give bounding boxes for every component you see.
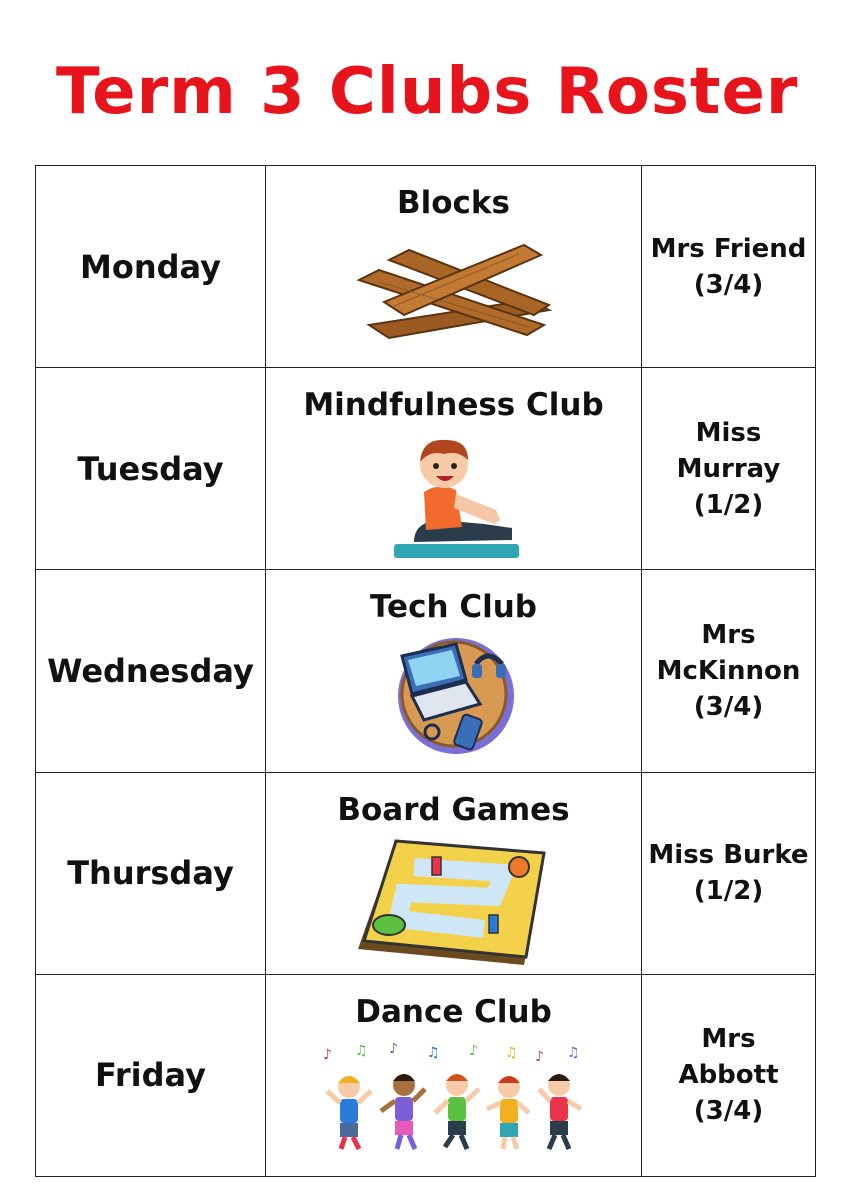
wooden-planks-icon (349, 230, 559, 350)
teacher-cell (642, 570, 816, 772)
board-game-icon (354, 837, 554, 967)
roster-table (35, 165, 816, 1177)
teacher-line: (1/2) (693, 489, 764, 520)
day-cell: Friday (36, 974, 266, 1176)
svg-text:♪: ♪ (534, 1048, 544, 1065)
svg-text:♪: ♪ (322, 1046, 332, 1063)
table-row (36, 570, 816, 772)
teacher-cell (642, 368, 816, 570)
teacher-line: Mrs (701, 619, 756, 650)
teacher-line: (3/4) (693, 269, 764, 300)
club-name: Board Games (337, 791, 570, 828)
table-row (36, 368, 816, 570)
svg-text:♫: ♫ (504, 1044, 518, 1061)
club-cell (266, 570, 642, 772)
table-row (36, 166, 816, 368)
teacher-line: McKinnon (656, 655, 801, 686)
teacher-line: (1/2) (693, 876, 764, 907)
laptop-desk-icon (384, 634, 524, 759)
club-cell (266, 166, 642, 368)
teacher-cell (642, 974, 816, 1176)
day-cell: Monday (36, 166, 266, 368)
teacher-cell (642, 166, 816, 368)
teacher-line: Murray (676, 453, 781, 484)
svg-text:♫: ♫ (354, 1042, 368, 1059)
teacher-cell (642, 772, 816, 974)
club-name: Mindfulness Club (303, 387, 604, 424)
day-cell: Wednesday (36, 570, 266, 772)
table-row (36, 974, 816, 1176)
yoga-child-icon (384, 432, 524, 562)
page-title: Term 3 Clubs Roster (56, 55, 799, 129)
teacher-line: Mrs Friend (650, 233, 807, 264)
teacher-line: (3/4) (693, 691, 764, 722)
club-name: Tech Club (370, 589, 537, 626)
svg-text:♫: ♫ (426, 1044, 440, 1061)
day-cell: Tuesday (36, 368, 266, 570)
dancing-kids-icon (319, 1039, 589, 1154)
teacher-line: Miss (695, 417, 762, 448)
day-cell: Thursday (36, 772, 266, 974)
club-cell (266, 368, 642, 570)
club-name: Blocks (397, 185, 510, 221)
table-row (36, 772, 816, 974)
svg-text:♫: ♫ (566, 1044, 580, 1061)
teacher-line: Mrs (701, 1024, 756, 1055)
teacher-line: (3/4) (693, 1096, 764, 1127)
club-cell (266, 772, 642, 974)
svg-text:♪: ♪ (388, 1040, 398, 1057)
svg-text:♪: ♪ (468, 1042, 478, 1059)
teacher-line: Abbott (678, 1060, 779, 1091)
club-cell (266, 974, 642, 1176)
teacher-line: Miss Burke (648, 840, 809, 871)
club-name: Dance Club (355, 993, 552, 1030)
